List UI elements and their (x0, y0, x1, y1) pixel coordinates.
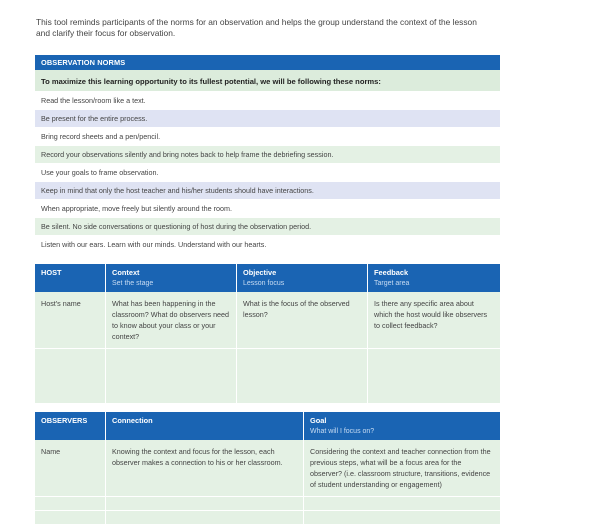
header-connection (106, 412, 304, 440)
table-row (35, 292, 500, 348)
observer-name-cell: Name (35, 440, 106, 496)
header-title: Objective (243, 268, 277, 277)
header-title: OBSERVERS (41, 416, 88, 425)
norms-lead: To maximize this learning opportunity to its fullest potential, we will be following these norms: (35, 70, 500, 92)
objective-cell: What is the focus of the observed lesson? (237, 292, 368, 348)
header-observers (35, 412, 106, 440)
header-subtitle: Lesson focus (243, 280, 285, 287)
header-title: Context (112, 268, 140, 277)
norm-item: Record your observations silently and bring notes back to help frame the debriefing session. (35, 146, 500, 164)
host-table-header (35, 264, 500, 292)
norm-item: When appropriate, move freely but silently around the room. (35, 200, 500, 218)
norm-item: Read the lesson/room like a text. (35, 92, 500, 110)
norm-item: Be present for the entire process. (35, 110, 500, 128)
connection-entry[interactable] (106, 511, 304, 524)
goal-entry[interactable] (304, 511, 500, 524)
intro-text (36, 17, 516, 39)
norm-item: Be silent. No side conversations or questioning of host during the observation period. (35, 218, 500, 236)
norm-item: Keep in mind that only the host teacher and his/her students should have interactions. (35, 182, 500, 200)
header-context (106, 264, 237, 292)
host-name-entry[interactable] (35, 349, 106, 403)
header-title: Feedback (374, 268, 409, 277)
intro-line-2: and clarify their focus for observation. (36, 28, 176, 38)
goal-entry[interactable] (304, 497, 500, 510)
header-title: Goal (310, 416, 327, 425)
header-title: Connection (112, 416, 153, 425)
intro-line-1: This tool reminds participants of the norms for an observation and helps the group understand the context of the lesson (36, 17, 477, 27)
header-subtitle: What will I focus on? (310, 428, 375, 435)
header-objective (237, 264, 368, 292)
header-subtitle: Set the stage (112, 280, 154, 287)
observer-name-entry[interactable] (35, 497, 106, 510)
feedback-cell: Is there any specific area about which the host would like observers to collect feedback? (374, 299, 488, 330)
header-feedback (368, 264, 500, 292)
header-host (35, 264, 106, 292)
table-row (35, 440, 500, 496)
observer-name-entry[interactable] (35, 511, 106, 524)
context-entry[interactable] (106, 349, 237, 403)
feedback-entry[interactable] (368, 349, 500, 403)
host-table (35, 264, 500, 403)
header-goal (304, 412, 500, 440)
observer-entry-row (35, 496, 500, 510)
connection-entry[interactable] (106, 497, 304, 510)
context-cell: What has been happening in the classroom? What do observers need to know about your class or your context? (106, 292, 237, 348)
connection-cell: Knowing the context and focus for the lesson, each observer makes a connection to his or her classroom. (106, 440, 304, 496)
observer-entry-row (35, 510, 500, 524)
observers-table (35, 412, 500, 524)
observers-table-header (35, 412, 500, 440)
observation-norms-table (35, 55, 500, 254)
host-entry-row (35, 348, 500, 403)
norms-header: OBSERVATION NORMS (35, 55, 500, 70)
host-name-cell: Host's name (35, 292, 106, 348)
goal-cell: Considering the context and teacher connection from the previous steps, what will be a focus area for the observer? (i.e. classroom structure, transitions, evidence of student understanding or engagement) (310, 447, 491, 489)
norm-item: Listen with our ears. Learn with our minds. Understand with our hearts. (35, 236, 500, 254)
norm-item: Use your goals to frame observation. (35, 164, 500, 182)
header-subtitle: Target area (374, 280, 410, 287)
norm-item: Bring record sheets and a pen/pencil. (35, 128, 500, 146)
header-title: HOST (41, 268, 62, 277)
objective-entry[interactable] (237, 349, 368, 403)
